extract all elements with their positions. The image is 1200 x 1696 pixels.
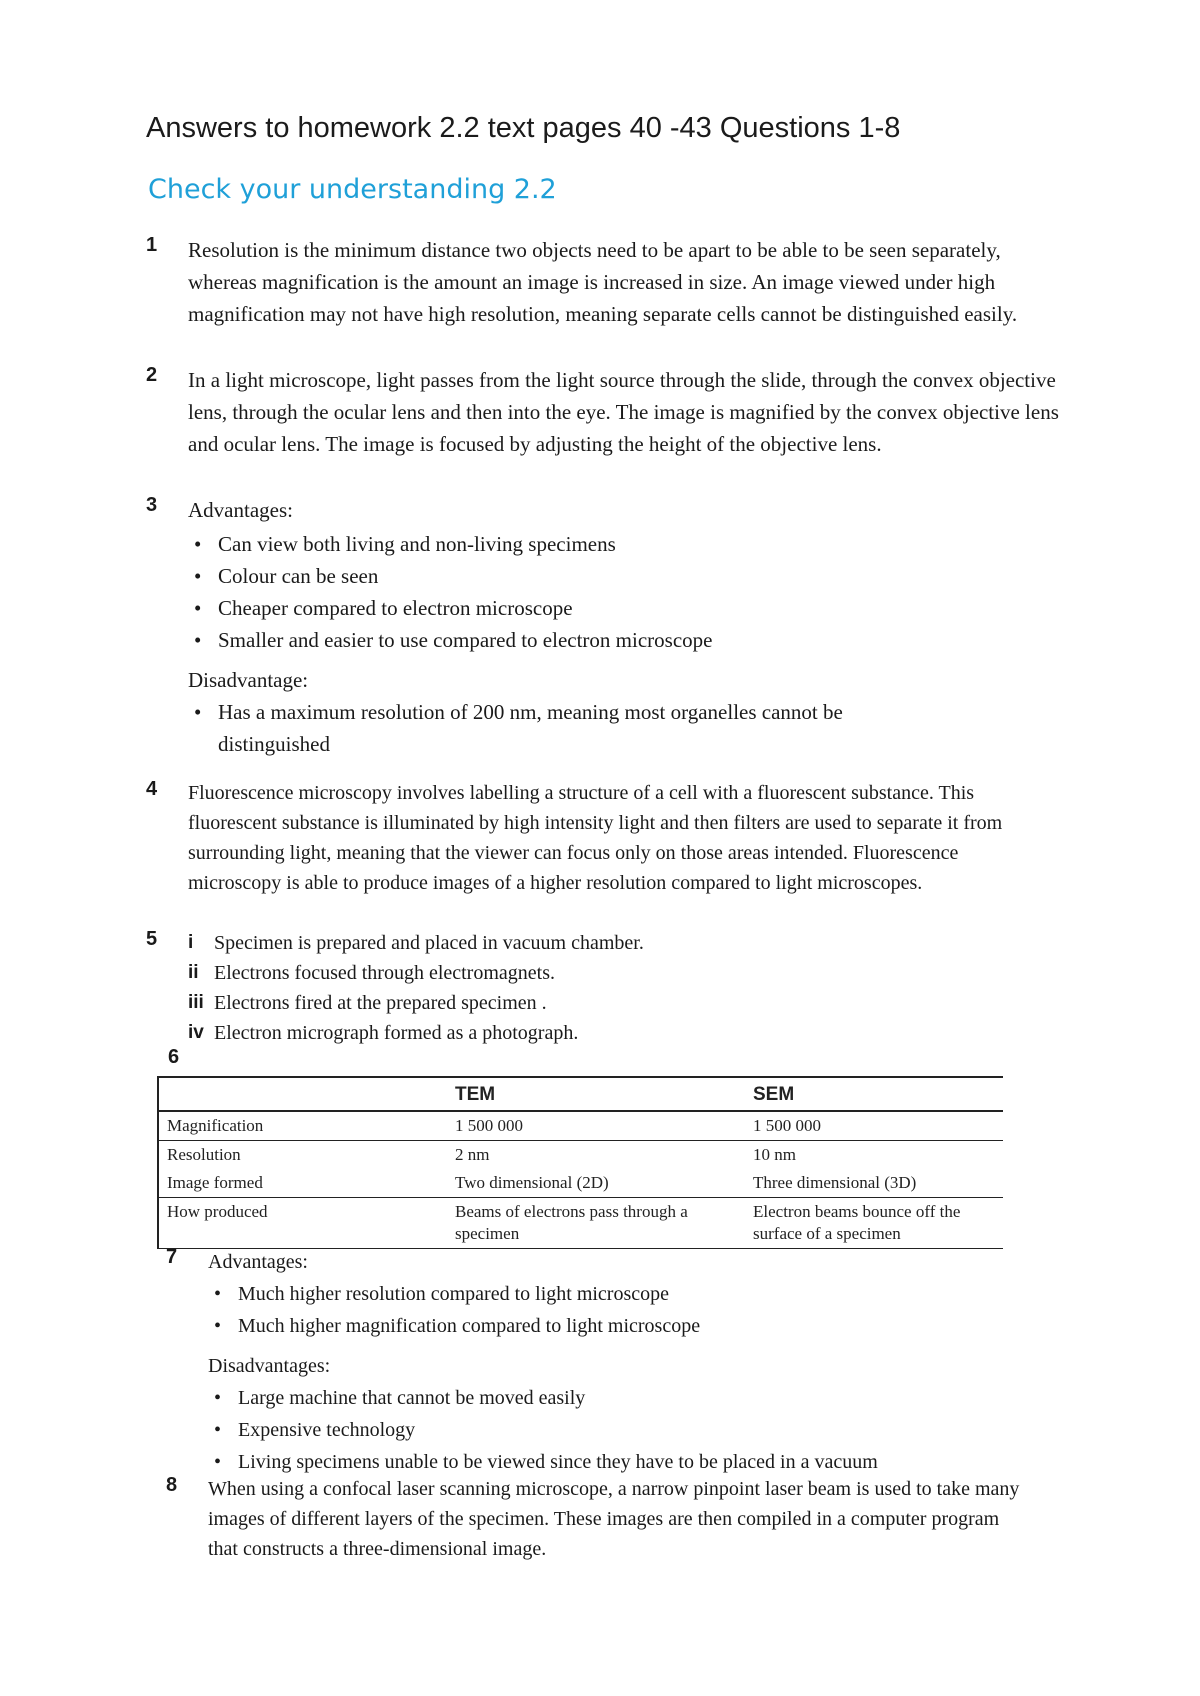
table-cell: Electron beams bounce off the surface of a specimen: [745, 1198, 1003, 1249]
table-row: [158, 1198, 1003, 1249]
step-number: i: [188, 932, 194, 953]
step-number: iv: [188, 1022, 204, 1043]
list-item: • Much higher magnification compared to light microscope: [208, 1310, 1066, 1342]
list-item: • Smaller and easier to use compared to electron microscope: [188, 624, 1066, 656]
question-1: [146, 234, 1066, 330]
question-number: 4: [146, 778, 158, 800]
comparison-table: [157, 1076, 1003, 1249]
answer-text: Resolution is the minimum distance two objects need to be apart to be able to be seen separately, whereas magnification is the amount an image is increased in size. An image viewed under high magnification may not have high resolution, meaning separate cells cannot be distinguished easily.: [188, 238, 1018, 326]
table-cell: Resolution: [167, 1145, 241, 1164]
question-number: 6: [168, 1046, 180, 1068]
question-8: [166, 1474, 1026, 1564]
question-5: [146, 928, 1066, 1048]
question-3: [146, 494, 1066, 760]
list-item: • Can view both living and non-living specimens: [188, 528, 1066, 560]
list-item: • Expensive technology: [208, 1414, 1066, 1446]
step-text: Electron micrograph formed as a photograph.: [214, 1022, 579, 1044]
question-4: [146, 778, 1066, 898]
table-cell: 1 500 000: [447, 1111, 745, 1141]
table-row: [158, 1111, 1003, 1141]
question-number: 3: [146, 494, 158, 516]
disadvantages-list: [188, 696, 1066, 760]
answer-text: When using a confocal laser scanning microscope, a narrow pinpoint laser beam is used to take many images of different layers of the specimen. These images are then compiled in a computer program that constructs a three-dimensional image.: [208, 1478, 1020, 1560]
list-item: • Living specimens unable to be viewed since they have to be placed in a vacuum: [208, 1446, 1066, 1478]
list-item: • Large machine that cannot be moved easily: [208, 1382, 1066, 1414]
disadvantages-list: [208, 1382, 1066, 1478]
disadvantages-label: Disadvantage:: [188, 668, 309, 692]
table-cell: 10 nm: [753, 1145, 796, 1164]
advantages-label: Advantages:: [208, 1251, 308, 1273]
table-cell: Beams of electrons pass through a specimen: [447, 1198, 745, 1249]
disadvantages-label: Disadvantages:: [208, 1355, 331, 1377]
section-heading: Check your understanding 2.2: [148, 174, 557, 205]
list-item: • Has a maximum resolution of 200 nm, meaning most organelles cannot be distinguished: [188, 696, 918, 760]
step-row: [188, 928, 1066, 958]
list-item: • Colour can be seen: [188, 560, 1066, 592]
table-cell: Two dimensional (2D): [447, 1169, 745, 1198]
question-7: [166, 1246, 1066, 1478]
table-header: [158, 1077, 447, 1111]
step-number: iii: [188, 992, 204, 1013]
step-number: ii: [188, 962, 199, 983]
table-cell: 1 500 000: [745, 1111, 1003, 1141]
advantages-label: Advantages:: [188, 498, 293, 522]
list-item: • Much higher resolution compared to light microscope: [208, 1278, 1066, 1310]
list-item: • Cheaper compared to electron microscope: [188, 592, 1066, 624]
advantages-list: [188, 528, 1066, 656]
question-number: 7: [166, 1246, 178, 1268]
step-row: [188, 958, 1066, 988]
step-row: [188, 1018, 1066, 1048]
table-cell: Three dimensional (3D): [745, 1169, 1003, 1198]
table-header-row: [158, 1077, 1003, 1111]
page-title: Answers to homework 2.2 text pages 40 -43 Questions 1-8: [146, 112, 901, 144]
question-2: [146, 364, 1066, 460]
question-number: 2: [146, 364, 158, 386]
table-header: TEM: [447, 1077, 745, 1111]
step-text: Specimen is prepared and placed in vacuum chamber.: [214, 932, 644, 954]
question-number: 5: [146, 928, 158, 950]
question-number: 8: [166, 1474, 178, 1496]
table-row: [158, 1169, 1003, 1198]
table-cell: How produced: [158, 1198, 447, 1249]
step-row: [188, 988, 1066, 1018]
answer-text: Fluorescence microscopy involves labelling a structure of a cell with a fluorescent substance. This fluorescent substance is illuminated by high intensity light and then filters are used to separate it from surrounding light, meaning that the viewer can focus only on those areas intended. Fluorescence microscopy is able to produce images of a higher resolution compared to light microscopes.: [188, 782, 1003, 894]
table-row: [158, 1141, 1003, 1170]
step-text: Electrons focused through electromagnets.: [214, 962, 555, 984]
question-number: 1: [146, 234, 158, 256]
table-cell: Image formed: [158, 1169, 447, 1198]
advantages-list: [208, 1278, 1066, 1342]
table-cell: Magnification: [158, 1111, 447, 1141]
table-cell: 2 nm: [455, 1145, 490, 1164]
step-text: Electrons fired at the prepared specimen .: [214, 992, 547, 1014]
table-header: SEM: [745, 1077, 1003, 1111]
answer-text: In a light microscope, light passes from the light source through the slide, through the convex objective lens, through the ocular lens and then into the eye. The image is magnified by the convex objective lens and ocular lens. The image is focused by adjusting the height of the objective lens.: [188, 368, 1059, 456]
